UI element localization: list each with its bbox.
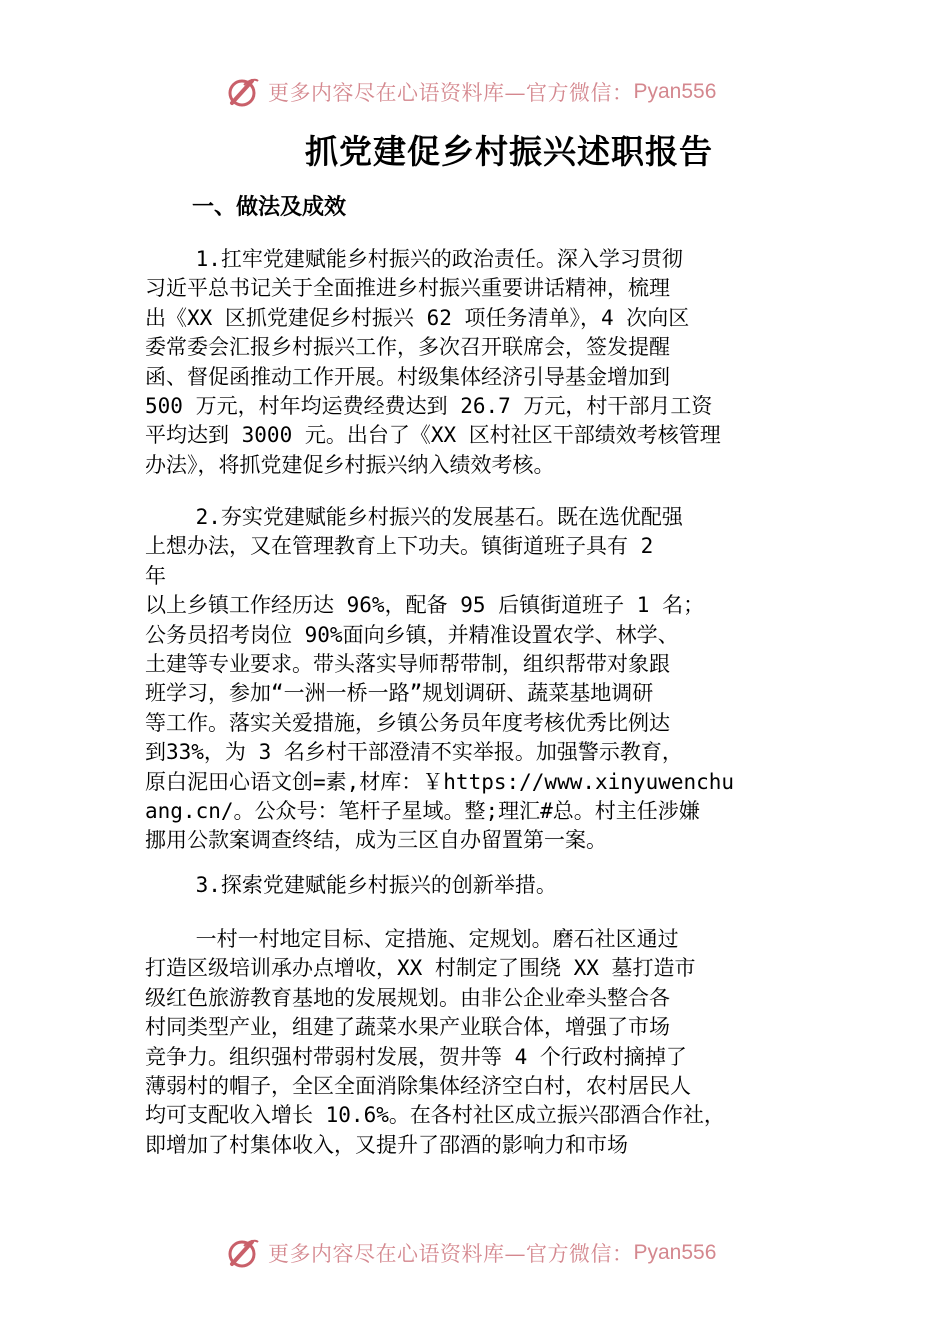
paragraph-line: 一村一村地定目标、定措施、定规划。磨石社区通过 xyxy=(145,927,679,951)
brush-logo-icon xyxy=(226,75,260,109)
paragraph-line: 习近平总书记关于全面推进乡村振兴重要讲话精神，梳理 xyxy=(145,276,670,301)
paragraph-line: 原白泥田心语文创=素,材库：￥https://www.xinyuwenchu xyxy=(145,769,735,794)
paragraph-line: 土建等专业要求。带头落实导师帮带制，组织帮带对象跟 xyxy=(145,652,670,677)
paragraph-line: 班学习，参加“一洲一桥一路”规划调研、蔬菜基地调研 xyxy=(145,681,654,706)
watermark-banner-top xyxy=(226,72,746,112)
paragraph-line: ang.cn/。公众号：笔杆子星域。整;理汇#总。村主任涉嫌 xyxy=(145,799,700,824)
paragraph-line: 1.扛牢党建赋能乡村振兴的政治责任。深入学习贯彻 xyxy=(145,247,683,271)
brush-logo-icon xyxy=(226,1236,260,1270)
paragraph-3 xyxy=(145,871,825,900)
paragraph-line: 薄弱村的帽子，全区全面消除集体经济空白村，农村居民人 xyxy=(145,1074,691,1099)
paragraph-line: 年 xyxy=(145,563,166,588)
paragraph-4 xyxy=(145,925,825,1160)
document-title: 抓党建促乡村振兴述职报告 xyxy=(305,132,713,171)
paragraph-line: 500 万元，村年均运费经费达到 26.7 万元，村干部月工资 xyxy=(145,394,713,419)
paragraph-line: 级红色旅游教育基地的发展规划。由非公企业牵头整合各 xyxy=(145,985,670,1010)
paragraph-line: 到33%，为 3 名乡村干部澄清不实举报。加强警示教育， xyxy=(145,740,683,765)
paragraph-line: 挪用公款案调查终结，成为三区自办留置第一案。 xyxy=(145,828,607,853)
paragraph-line: 竞争力。组织强村带弱村发展，贺井等 4 个行政村摘掉了 xyxy=(145,1044,687,1069)
paragraph-line: 打造区级培训承办点增收，XX 村制定了围绕 XX 墓打造市 xyxy=(145,956,696,981)
section-heading: 一、做法及成效 xyxy=(192,194,347,220)
paragraph-line: 村同类型产业，组建了蔬菜水果产业联合体，增强了市场 xyxy=(145,1015,670,1040)
watermark-banner-bottom xyxy=(226,1233,746,1273)
paragraph-2 xyxy=(145,503,825,856)
paragraph-line: 平均达到 3000 元。出台了《XX 区村社区干部绩效考核管理 xyxy=(145,423,721,448)
paragraph-line: 2.夯实党建赋能乡村振兴的发展基石。既在选优配强 xyxy=(145,505,683,529)
paragraph-line: 公务员招考岗位 90%面向乡镇，并精准设置农学、林学、 xyxy=(145,622,679,647)
paragraph-1 xyxy=(145,245,825,480)
paragraph-line: 即增加了村集体收入，又提升了邵酒的影响力和市场 xyxy=(145,1132,628,1157)
paragraph-line: 上想办法，又在管理教育上下功夫。镇街道班子具有 2 xyxy=(145,534,654,559)
paragraph-line: 委常委会汇报乡村振兴工作，多次召开联席会，签发提醒 xyxy=(145,335,670,360)
paragraph-line: 以上乡镇工作经历达 96%，配备 95 后镇街道班子 1 名； xyxy=(145,593,705,618)
paragraph-line: 出《XX 区抓党建促乡村振兴 62 项任务清单》，4 次向区 xyxy=(145,305,690,330)
watermark-text: 更多内容尽在心语资料库—官方微信： xyxy=(268,81,634,105)
paragraph-line: 3.探索党建赋能乡村振兴的创新举措。 xyxy=(145,873,557,897)
paragraph-line: 等工作。落实关爱措施，乡镇公务员年度考核优秀比例达 xyxy=(145,710,670,735)
paragraph-line: 均可支配收入增长 10.6%。在各村社区成立振兴邵酒合作社， xyxy=(145,1103,725,1128)
watermark-text: 更多内容尽在心语资料库—官方微信： xyxy=(268,1242,634,1266)
watermark-contact: Pyan556 xyxy=(633,80,717,103)
paragraph-line: 办法》，将抓党建促乡村振兴纳入绩效考核。 xyxy=(145,452,555,477)
paragraph-line: 函、督促函推动工作开展。村级集体经济引导基金增加到 xyxy=(145,364,670,389)
watermark-contact: Pyan556 xyxy=(633,1241,717,1264)
